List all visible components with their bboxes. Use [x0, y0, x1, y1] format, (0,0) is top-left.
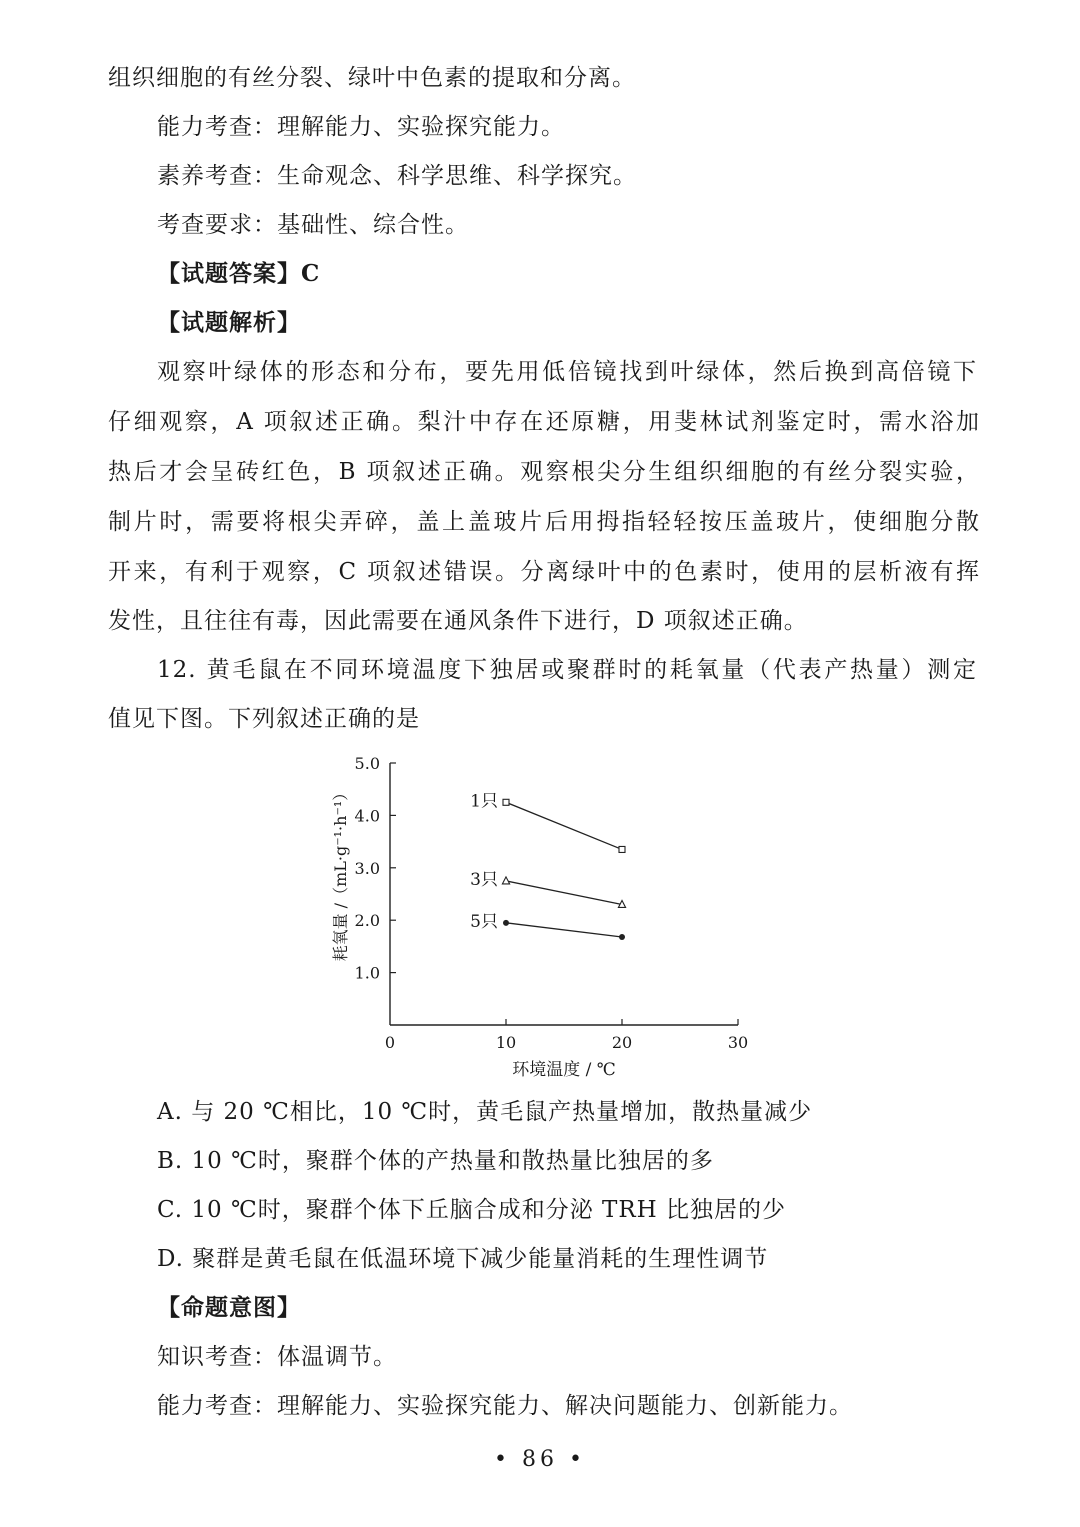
intent-heading: 【命题意图】 [157, 1294, 301, 1321]
analysis-heading: 【试题解析】 [157, 309, 301, 336]
question-stem: 12. 黄毛鼠在不同环境温度下独居或聚群时的耗氧量（代表产热量）测定 [157, 657, 977, 683]
series-label: 5只 [470, 911, 498, 932]
answer-heading: 【试题答案】C [157, 260, 321, 287]
series-line [506, 881, 622, 905]
text-line: 知识考查：体温调节。 [157, 1344, 397, 1370]
series-line [506, 923, 622, 937]
y-tick-label: 4.0 [354, 806, 380, 826]
series-line [506, 802, 622, 849]
option-b: B. 10 ℃时，聚群个体的产热量和散热量比独居的多 [157, 1148, 714, 1174]
option-a: A. 与 20 ℃相比，10 ℃时，黄毛鼠产热量增加，散热量减少 [157, 1099, 813, 1125]
y-tick-label: 5.0 [354, 754, 380, 773]
y-tick-label: 1.0 [354, 963, 380, 983]
y-tick-label: 2.0 [354, 911, 380, 931]
series-label: 1只 [470, 791, 498, 812]
data-point [503, 799, 509, 805]
text-line: 能力考查：理解能力、实验探究能力、解决问题能力、创新能力。 [157, 1393, 853, 1419]
option-d: D. 聚群是黄毛鼠在低温环境下减少能量消耗的生理性调节 [157, 1246, 769, 1272]
data-point [619, 934, 625, 940]
y-axis-label: 耗氧量 /（mL·g⁻¹·h⁻¹） [331, 784, 350, 962]
data-point [502, 877, 509, 884]
question-stem: 值见下图。下列叙述正确的是 [108, 706, 420, 732]
text-line: 热后才会呈砖红色，B 项叙述正确。观察根尖分生组织细胞的有丝分裂实验， [108, 459, 980, 485]
x-tick-label: 0 [384, 1033, 396, 1052]
text-line: 组织细胞的有丝分裂、绿叶中色素的提取和分离。 [108, 65, 636, 91]
option-c: C. 10 ℃时，聚群个体下丘脑合成和分泌 TRH 比独居的少 [157, 1197, 787, 1223]
data-point [619, 846, 625, 852]
x-tick-label: 30 [727, 1033, 749, 1052]
oxygen-consumption-chart [320, 745, 760, 1085]
data-point [503, 920, 509, 926]
text-line: 制片时，需要将根尖弄碎，盖上盖玻片后用拇指轻轻按压盖玻片，使细胞分散 [108, 509, 980, 535]
x-axis-label: 环境温度 / ℃ [512, 1060, 616, 1080]
x-tick-label: 10 [495, 1033, 517, 1052]
text-line: 发性，且往往有毒，因此需要在通风条件下进行，D 项叙述正确。 [108, 608, 808, 634]
y-tick-label: 3.0 [354, 858, 380, 878]
x-tick-label: 20 [611, 1033, 633, 1052]
text-line: 开来，有利于观察，C 项叙述错误。分离绿叶中的色素时，使用的层析液有挥 [108, 559, 980, 585]
text-line: 素养考查：生命观念、科学思维、科学探究。 [157, 163, 637, 189]
text-line: 能力考查：理解能力、实验探究能力。 [157, 114, 565, 140]
text-line: 观察叶绿体的形态和分布，要先用低倍镜找到叶绿体，然后换到高倍镜下 [157, 359, 977, 385]
page-number: • 86 • [494, 1447, 586, 1472]
series-label: 3只 [470, 869, 498, 890]
text-line: 考查要求：基础性、综合性。 [157, 212, 469, 238]
text-line: 仔细观察，A 项叙述正确。梨汁中存在还原糖，用斐林试剂鉴定时，需水浴加 [108, 409, 980, 435]
